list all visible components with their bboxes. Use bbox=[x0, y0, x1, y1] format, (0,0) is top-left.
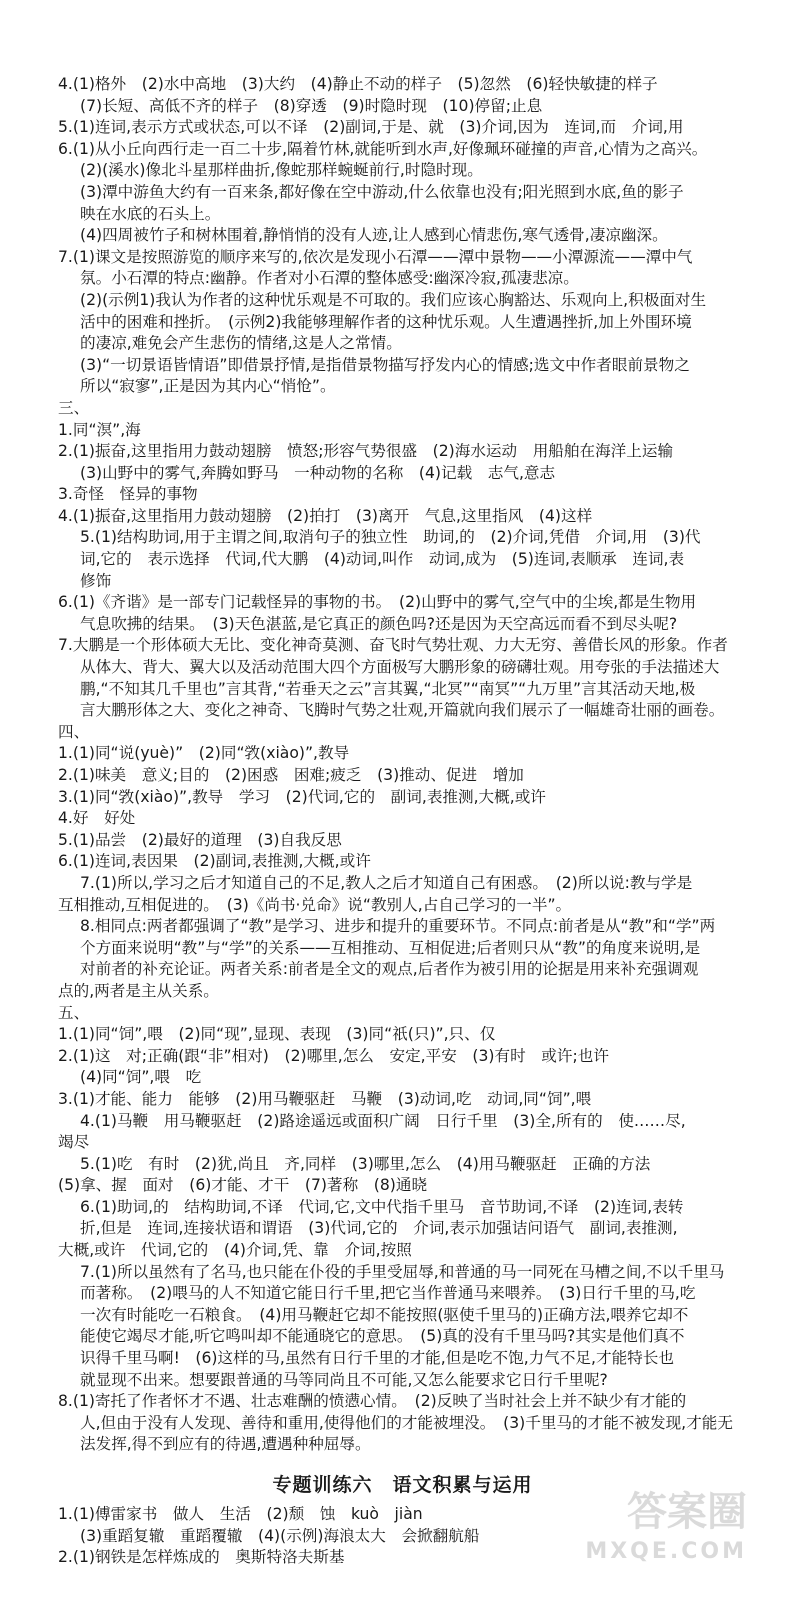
answer-line: 就显现不出来。想要跟普通的马等同尚且不可能,又怎么能要求它日行千里呢? bbox=[80, 1370, 608, 1389]
answer-line: 修饰 bbox=[80, 571, 112, 590]
answer-line: 1.(1)同“饲”,喂 (2)同“现”,显现、表现 (3)同“祇(只)”,只、仅 bbox=[58, 1025, 496, 1044]
answer-line: 互相推动,互相促进的。 (3)《尚书·兑命》说“教别人,占自己学习的一半”。 bbox=[58, 895, 572, 914]
answer-line: 对前者的补充论证。两者关系:前者是全文的观点,后者作为被引用的论据是用来补充强调观 bbox=[80, 960, 699, 979]
answer-line: 6.(1)连词,表因果 (2)副词,表推测,大概,或许 bbox=[58, 852, 371, 871]
answer-line: 5.(1)吃 有时 (2)犹,尚且 齐,同样 (3)哪里,怎么 (4)用马鞭驱赶 正确的方法 bbox=[80, 1154, 651, 1173]
answer-line: 4.(1)振奋,这里指用力鼓动翅膀 (2)拍打 (3)离开 气息,这里指风 (4)这样 bbox=[58, 506, 593, 525]
answer-line: (3)山野中的雾气,奔腾如野马 一种动物的名称 (4)记载 志气,意志 bbox=[80, 463, 556, 482]
answer-line: 3.(1)才能、能力 能够 (2)用马鞭驱赶 马鞭 (3)动词,吃 动词,同“饲”,喂 bbox=[58, 1089, 592, 1108]
answer-line: 7.大鹏是一个形体硕大无比、变化神奇莫测、奋飞时气势壮观、力大无穷、善借长风的形象。作者 bbox=[58, 636, 728, 655]
answer-line: 7.(1)所以,学习之后才知道自己的不足,教人之后才知道自己有困惑。 (2)所以说:教与学是 bbox=[80, 873, 693, 892]
answer-line: 8.(1)寄托了作者怀才不遇、壮志难酬的愤懑心情。 (2)反映了当时社会上并不缺少有才能的 bbox=[58, 1392, 687, 1411]
answer-line: 鹏,“不知其几千里也”言其背,“若垂天之云”言其翼,“北冥”“南冥”“九万里”言其活动天地,极 bbox=[80, 679, 696, 698]
answer-line: 五、 bbox=[58, 1003, 90, 1022]
answer-line: 1.(1)同“说(yuè)” (2)同“敩(xiào)”,教导 bbox=[58, 744, 350, 763]
answer-line: (7)长短、高低不齐的样子 (8)穿透 (9)时隐时现 (10)停留;止息 bbox=[80, 96, 543, 115]
answer-line: 1.(1)傅雷家书 做人 生活 (2)颓 蚀 kuò jiàn bbox=[58, 1505, 423, 1523]
answer-line: 三、 bbox=[58, 398, 90, 417]
answer-line: 而著称。 (2)喂马的人不知道它能日行千里,把它当作普通马来喂养。 (3)日行千里的马,吃 bbox=[80, 1284, 696, 1303]
answer-line: 6.(1)助词,的 结构助词,不译 代词,它,文中代指千里马 音节助词,不译 (2)连词,表转 bbox=[80, 1197, 684, 1216]
answer-line: 词,它的 表示选择 代词,代大鹏 (4)动词,叫作 动词,成为 (5)连词,表顺承 连词,表 bbox=[80, 550, 685, 569]
answer-line: 3.(1)同“敩(xiào)”,教导 学习 (2)代词,它的 副词,表推测,大概,或许 bbox=[58, 787, 546, 806]
answer-line: 3.奇怪 怪异的事物 bbox=[58, 485, 198, 504]
answer-line: 氛。小石潭的特点:幽静。作者对小石潭的整体感受:幽深冷寂,孤凄悲凉。 bbox=[80, 269, 579, 288]
answer-line: 6.(1)《齐谐》是一部专门记载怪异的事物的书。 (2)山野中的雾气,空气中的尘埃,都是生物用 bbox=[58, 593, 697, 612]
answer-line: 点的,两者是主从关系。 bbox=[58, 981, 219, 1000]
answer-line: (2)(示例1)我认为作者的这种忧乐观是不可取的。我们应该心胸豁达、乐观向上,积极面对生 bbox=[80, 290, 707, 309]
answer-line: (3)重蹈复辙 重蹈覆辙 (4)(示例)海浪太大 会掀翻航船 bbox=[80, 1526, 480, 1545]
answer-line: 个方面来说明“教”与“学”的关系——互相推动、互相促进;后者则只从“教”的角度来说明,是 bbox=[80, 938, 701, 957]
answer-line: 2.(1)这 对;正确(跟“非”相对) (2)哪里,怎么 安定,平安 (3)有时 或许;也许 bbox=[58, 1046, 609, 1065]
answer-line: 的凄凉,难免会产生悲伤的情绪,这是人之常情。 bbox=[80, 334, 402, 353]
answer-line: 所以“寂寥”,正是因为其内心“悄怆”。 bbox=[80, 377, 336, 396]
answer-line: 法发挥,得不到应有的待遇,遭遇种种屈辱。 bbox=[80, 1435, 371, 1454]
answer-line: 四、 bbox=[58, 722, 90, 741]
answer-line: 1.同“溟”,海 bbox=[58, 420, 141, 439]
answer-line: 能使它竭尽才能,听它鸣叫却不能通晓它的意思。 (5)真的没有千里马吗?其实是他们真不 bbox=[80, 1327, 685, 1346]
answer-line: 5.(1)连词,表示方式或状态,可以不译 (2)副词,于是、就 (3)介词,因为 连词,而 介词,用 bbox=[58, 118, 684, 137]
answer-line: 活中的困难和挫折。 (示例2)我能够理解作者的这种忧乐观。人生遭遇挫折,加上外围环境 bbox=[80, 312, 692, 331]
answer-line: 4.好 好处 bbox=[58, 809, 136, 828]
section-title: 专题训练六 语文积累与运用 bbox=[272, 1474, 533, 1496]
answer-line: 大概,或许 代词,它的 (4)介词,凭、靠 介词,按照 bbox=[58, 1241, 412, 1260]
answer-line: 7.(1)所以虽然有了名马,也只能在仆役的手里受屈辱,和普通的马一同死在马槽之间,不以千里马 bbox=[80, 1262, 725, 1281]
answer-line: 竭尽 bbox=[58, 1133, 90, 1152]
answer-line: 4.(1)格外 (2)水中高地 (3)大约 (4)静止不动的样子 (5)忽然 (6)轻快敏捷的样子 bbox=[58, 75, 658, 93]
answer-line: 4.(1)马鞭 用马鞭驱赶 (2)路途遥远或面积广阔 日行千里 (3)全,所有的 使……尽, bbox=[80, 1111, 686, 1130]
answer-body bbox=[58, 74, 747, 1456]
answer-line: 2.(1)振奋,这里指用力鼓动翅膀 愤怒;形容气势很盛 (2)海水运动 用船舶在海洋上运输 bbox=[58, 442, 674, 461]
answer-line: (5)拿、握 面对 (6)才能、才干 (7)著称 (8)通晓 bbox=[58, 1176, 428, 1195]
answer-line: (3)“一切景语皆情语”即借景抒情,是指借景物描写抒发内心的情感;选文中作者眼前景物之 bbox=[80, 355, 690, 374]
answer-line: 气息吹拂的结果。 (3)天色湛蓝,是它真正的颜色吗?还是因为天空高远而看不到尽头呢? bbox=[80, 614, 678, 633]
answer-line: 5.(1)品尝 (2)最好的道理 (3)自我反思 bbox=[58, 830, 342, 849]
answer-line: (4)四周被竹子和树林围着,静悄悄的没有人迹,让人感到心情悲伤,寒气透骨,凄凉幽深。 bbox=[80, 226, 668, 245]
answer-line: 2.(1)味美 意义;目的 (2)困惑 困难;疲乏 (3)推动、促进 增加 bbox=[58, 766, 524, 784]
answer-line: (3)潭中游鱼大约有一百来条,都好像在空中游动,什么依靠也没有;阳光照到水底,鱼的影子 bbox=[80, 182, 684, 201]
answer-line: 折,但是 连词,连接状语和谓语 (3)代词,它的 介词,表示加强诘问语气 副词,表推测, bbox=[80, 1219, 678, 1238]
answer-line: 7.(1)课文是按照游览的顺序来写的,依次是发现小石潭——潭中景物——小潭源流——潭中气 bbox=[58, 247, 693, 266]
watermark-url: MXQE.COM bbox=[585, 1539, 747, 1564]
answer-line: 一次有时能吃一石粮食。 (4)用马鞭赶它却不能按照(驱使千里马的)正确方法,喂养它却不 bbox=[80, 1305, 689, 1324]
answer-line: 识得千里马啊! (6)这样的马,虽然有日行千里的才能,但是吃不饱,力气不足,才能特长也 bbox=[80, 1349, 674, 1368]
answer-line: 人,但由于没有人发现、善待和重用,使得他们的才能被埋没。 (3)千里马的才能不被发现,才能无 bbox=[80, 1413, 733, 1432]
answer-line: (2)(溪水)像北斗星那样曲折,像蛇那样蜿蜒前行,时隐时现。 bbox=[80, 161, 483, 180]
answer-line: 2.(1)钢铁是怎样炼成的 奥斯特洛夫斯基 bbox=[58, 1548, 345, 1567]
answer-line: 8.相同点:两者都强调了“教”是学习、进步和提升的重要环节。不同点:前者是从“教”和“学”两 bbox=[80, 917, 716, 936]
answer-line: 从体大、背大、翼大以及活动范围大四个方面极写大鹏形象的磅礴壮观。用夸张的手法描述大 bbox=[80, 658, 720, 677]
answer-line: 映在水底的石头上。 bbox=[80, 204, 221, 223]
answer-line: 6.(1)从小丘向西行走一百二十步,隔着竹林,就能听到水声,好像珮环碰撞的声音,心情为之高兴。 bbox=[58, 139, 708, 158]
watermark-main: 答案圈 bbox=[627, 1489, 747, 1535]
watermark-logo bbox=[585, 1489, 747, 1572]
answer-line: 言大鹏形体之大、变化之神奇、飞腾时气势之壮观,开篇就向我们展示了一幅雄奇壮丽的画卷。 bbox=[80, 701, 725, 720]
answer-line: (4)同“饲”,喂 吃 bbox=[80, 1068, 202, 1087]
answer-line: 5.(1)结构助词,用于主谓之间,取消句子的独立性 助词,的 (2)介词,凭借 介词,用 (3)代 bbox=[80, 528, 701, 547]
